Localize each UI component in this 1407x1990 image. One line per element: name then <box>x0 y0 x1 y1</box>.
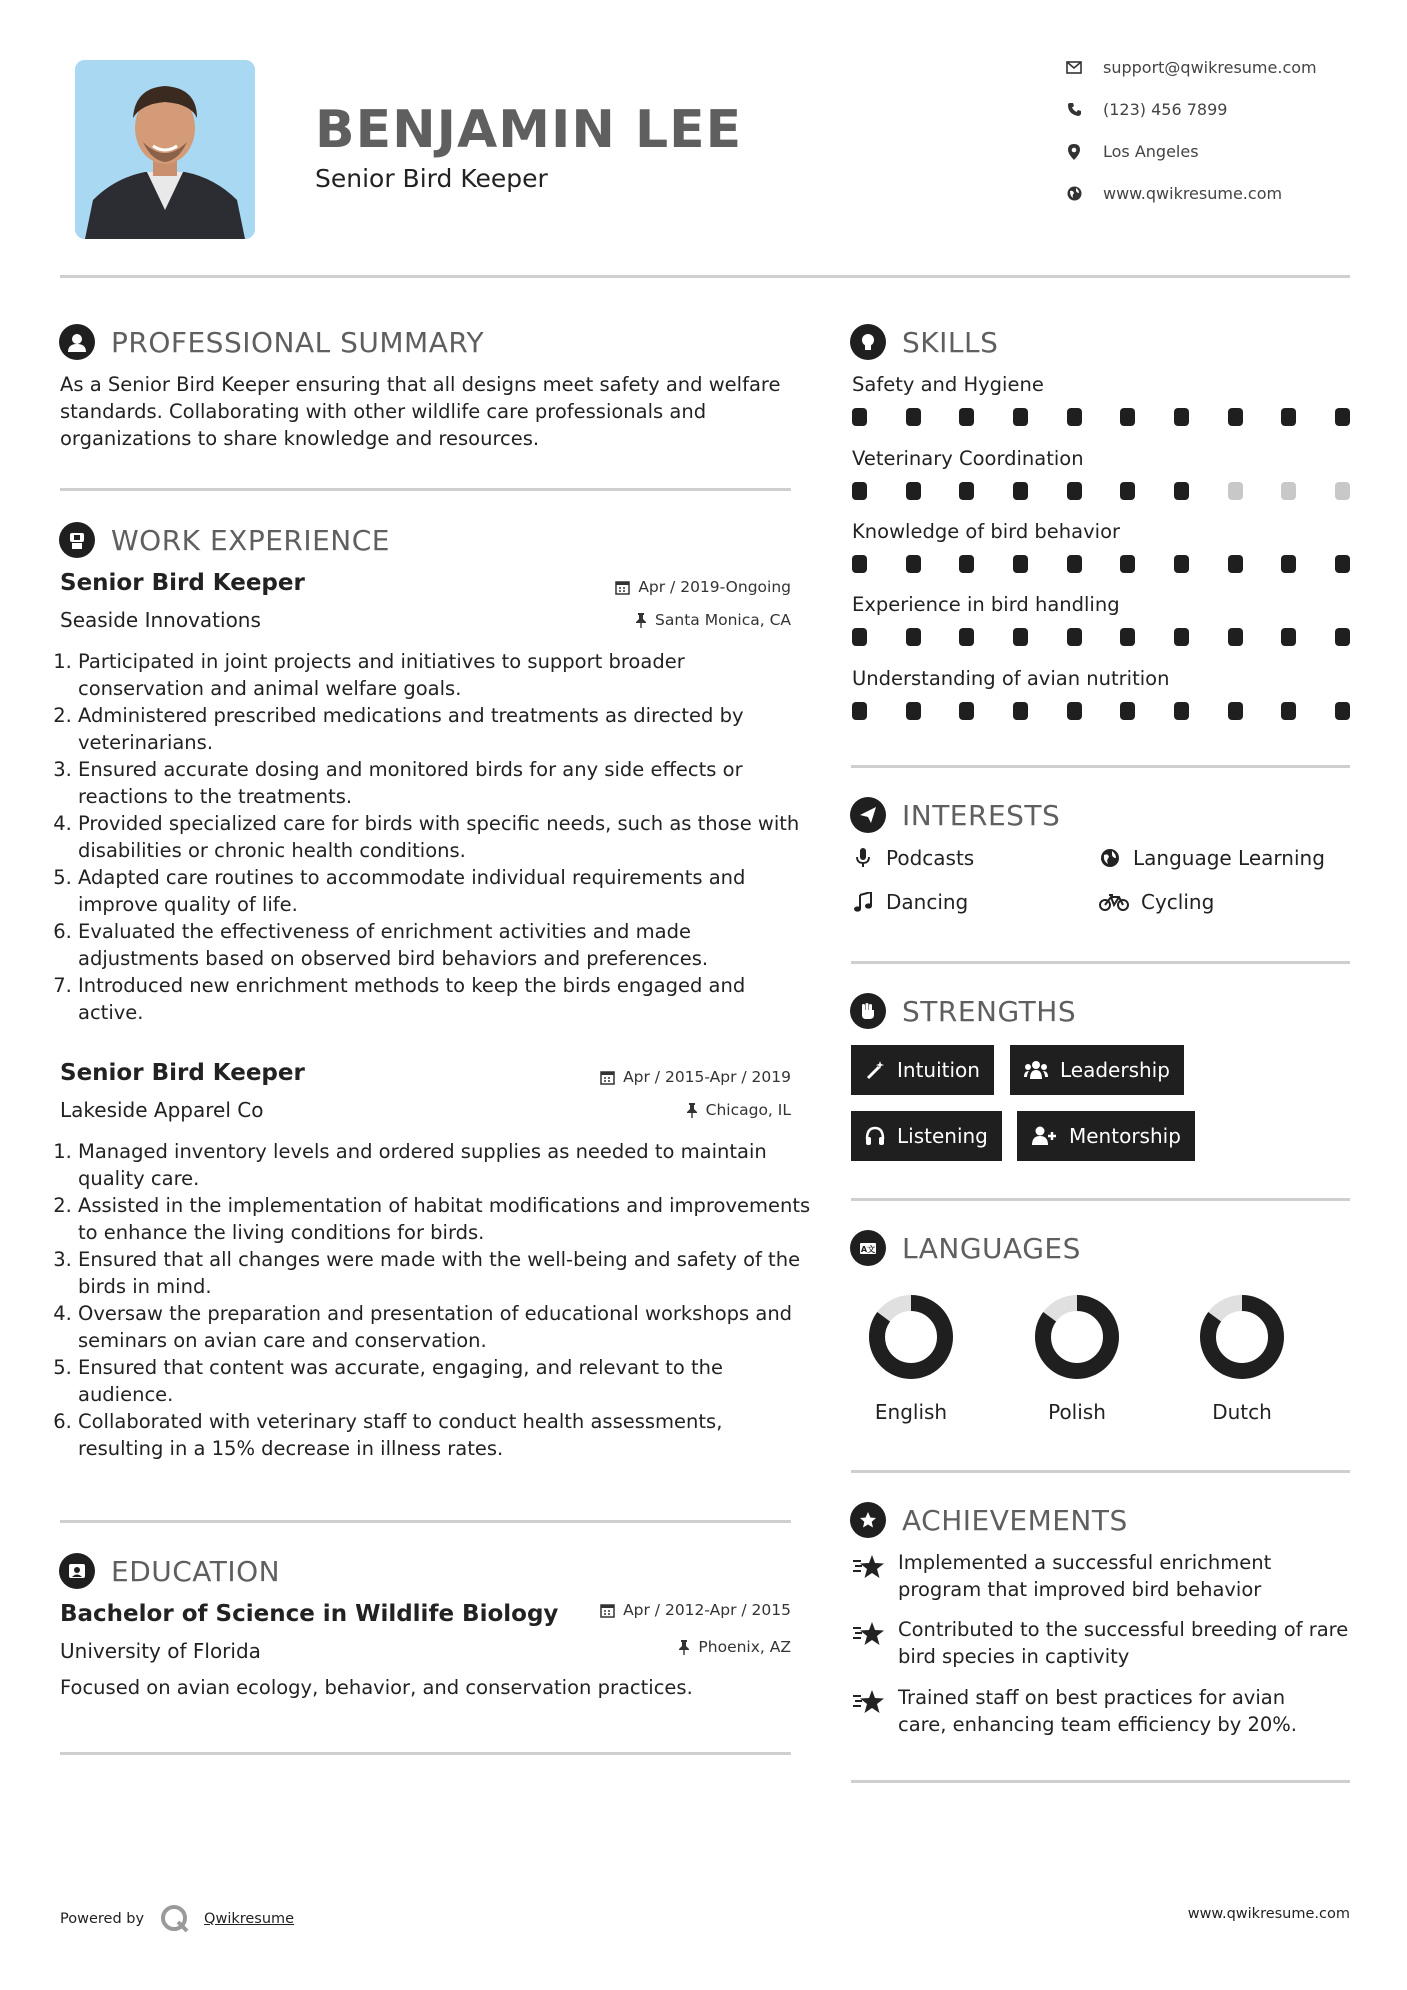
headphones-icon <box>865 1126 885 1146</box>
list-item: 6. Collaborated with veterinary staff to conduct health assessments, resulting in a 15% decrease in illness rates. <box>78 1408 813 1462</box>
skill-dot-filled <box>852 628 867 646</box>
education-location: Phoenix, AZ <box>678 1638 791 1656</box>
education-dates: Apr / 2012-Apr / 2015 <box>600 1601 791 1619</box>
globe-icon <box>1065 185 1083 203</box>
job-title: Senior Bird Keeper <box>60 1060 305 1086</box>
thumbtack-icon <box>635 613 647 628</box>
skill-dot-filled <box>1013 628 1028 646</box>
strength-chip: Mentorship <box>1017 1111 1195 1161</box>
calendar-icon <box>600 1603 615 1618</box>
calendar-icon <box>600 1070 615 1085</box>
skill-dot-filled <box>1335 408 1350 426</box>
strength-chip: Intuition <box>851 1045 994 1095</box>
header-divider <box>60 275 1350 278</box>
skills-heading: SKILLS <box>850 324 998 360</box>
skill-dot-filled <box>906 628 921 646</box>
job-dates: Apr / 2019-Ongoing <box>615 578 791 596</box>
strengths-divider <box>851 1198 1350 1201</box>
skill-dot-filled <box>1174 702 1189 720</box>
list-item: 5. Ensured that content was accurate, engaging, and relevant to the audience. <box>78 1354 813 1408</box>
interests-divider <box>851 961 1350 964</box>
achievements-divider <box>851 1780 1350 1783</box>
skill-dot-filled <box>1335 628 1350 646</box>
skill-dot-filled <box>1067 482 1082 500</box>
skill-rating <box>852 628 1350 646</box>
degree-title: Bachelor of Science in Wildlife Biology <box>60 1601 559 1627</box>
education-divider <box>60 1752 791 1755</box>
skill-dot-filled <box>1067 555 1082 573</box>
list-item: 4. Oversaw the preparation and presentation of educational workshops and seminars on avian care and conservation. <box>78 1300 813 1354</box>
language-donut <box>1199 1294 1285 1384</box>
footer-powered-by: Powered by Qwikresume <box>60 1904 294 1934</box>
interest-item: Dancing <box>852 890 968 914</box>
skill-dot-filled <box>1013 408 1028 426</box>
user-plus-icon <box>1031 1126 1057 1146</box>
strength-chip: Leadership <box>1010 1045 1184 1095</box>
achievement-item: Trained staff on best practices for avian care, enhancing team efficiency by 20%. <box>852 1684 1338 1738</box>
skill-dot-filled <box>959 482 974 500</box>
interest-item: Language Learning <box>1099 846 1325 870</box>
skill-dot-filled <box>1174 555 1189 573</box>
job-company: Lakeside Apparel Co <box>60 1098 264 1122</box>
skill-dot-filled <box>959 702 974 720</box>
skill-dot-filled <box>1067 702 1082 720</box>
star-badge-icon <box>850 1502 886 1538</box>
magic-wand-icon <box>865 1060 885 1080</box>
skill-dot-empty <box>1335 482 1350 500</box>
skill-dot-filled <box>1013 555 1028 573</box>
qwikresume-link[interactable]: Qwikresume <box>204 1911 295 1927</box>
skill-dot-filled <box>1067 628 1082 646</box>
education-heading: EDUCATION <box>59 1553 280 1589</box>
skill-rating <box>852 408 1350 426</box>
skill-dot-filled <box>1281 702 1296 720</box>
svg-text:A文: A文 <box>860 1245 876 1254</box>
skill-dot-filled <box>1228 408 1243 426</box>
school-name: University of Florida <box>60 1639 261 1663</box>
list-item: 1. Participated in joint projects and initiatives to support broader conservation and animal welfare goals. <box>78 648 813 702</box>
language-label: Dutch <box>1212 1400 1272 1424</box>
skill-dot-filled <box>906 408 921 426</box>
strengths-heading: STRENGTHS <box>850 993 1076 1029</box>
skill-dot-filled <box>1120 702 1135 720</box>
globe-icon <box>1099 847 1121 869</box>
candidate-role: Senior Bird Keeper <box>315 164 548 193</box>
list-item: 6. Evaluated the effectiveness of enrichment activities and made adjustments based on observed bird behaviors and preferences. <box>78 918 813 972</box>
skill-dot-filled <box>959 555 974 573</box>
interest-item: Cycling <box>1099 890 1214 914</box>
map-pin-icon <box>1065 143 1083 161</box>
skill-dot-filled <box>1174 482 1189 500</box>
list-item: 4. Provided specialized care for birds with specific needs, such as those with disabilities or chronic health conditions. <box>78 810 813 864</box>
interest-item: Podcasts <box>852 846 974 870</box>
skill-dot-filled <box>1174 628 1189 646</box>
skill-dot-filled <box>852 702 867 720</box>
achievement-item: Contributed to the successful breeding of rare bird species in captivity <box>852 1616 1358 1670</box>
skill-label: Experience in bird handling <box>852 593 1120 616</box>
interests-heading: INTERESTS <box>850 797 1060 833</box>
achievements-heading: ACHIEVEMENTS <box>850 1502 1128 1538</box>
job-company: Seaside Innovations <box>60 608 261 632</box>
skill-dot-filled <box>1067 408 1082 426</box>
contact-phone[interactable]: (123) 456 7899 <box>1065 100 1227 119</box>
skill-dot-filled <box>1120 408 1135 426</box>
microphone-icon <box>852 847 874 869</box>
skill-dot-filled <box>1281 555 1296 573</box>
contact-website[interactable]: www.qwikresume.com <box>1065 184 1282 203</box>
skill-dot-filled <box>1013 482 1028 500</box>
skill-label: Safety and Hygiene <box>852 373 1044 396</box>
skill-rating <box>852 702 1350 720</box>
list-item: 1. Managed inventory levels and ordered supplies as needed to maintain quality care. <box>78 1138 813 1192</box>
language-donut <box>1034 1294 1120 1384</box>
users-icon <box>1024 1060 1048 1080</box>
languages-heading: A文 LANGUAGES <box>850 1230 1081 1266</box>
skill-dot-filled <box>906 482 921 500</box>
skill-dot-filled <box>1120 482 1135 500</box>
profile-photo <box>75 60 255 239</box>
job-responsibilities <box>60 648 813 1026</box>
education-description: Focused on avian ecology, behavior, and conservation practices. <box>60 1676 693 1699</box>
skill-label: Understanding of avian nutrition <box>852 667 1170 690</box>
job-location: Santa Monica, CA <box>635 611 791 629</box>
briefcase-icon <box>59 522 95 558</box>
work-heading: WORK EXPERIENCE <box>59 522 390 558</box>
skill-dot-filled <box>1335 702 1350 720</box>
music-note-icon <box>852 891 874 913</box>
skill-rating <box>852 555 1350 573</box>
list-item: 3. Ensured that all changes were made with the well-being and safety of the birds in mind. <box>78 1246 813 1300</box>
skill-rating <box>852 482 1350 500</box>
job-title: Senior Bird Keeper <box>60 570 305 596</box>
lightbulb-icon <box>850 324 886 360</box>
job-location: Chicago, IL <box>686 1101 791 1119</box>
envelope-icon <box>1065 59 1083 77</box>
skill-dot-filled <box>906 555 921 573</box>
skill-label: Veterinary Coordination <box>852 447 1084 470</box>
skill-dot-filled <box>852 408 867 426</box>
skill-dot-filled <box>1228 555 1243 573</box>
achievement-item: Implemented a successful enrichment program that improved bird behavior <box>852 1549 1338 1603</box>
star-icon <box>852 1620 886 1650</box>
language-label: English <box>874 1400 948 1424</box>
summary-heading: PROFESSIONAL SUMMARY <box>59 324 484 360</box>
summary-text: As a Senior Bird Keeper ensuring that all designs meet safety and welfare standards. Collaborating with other wildlife care professionals and organizations to share knowledge and resources. <box>60 373 781 450</box>
skill-label: Knowledge of bird behavior <box>852 520 1121 543</box>
skill-dot-filled <box>1174 408 1189 426</box>
paper-plane-icon <box>850 797 886 833</box>
contact-location: Los Angeles <box>1065 142 1199 161</box>
candidate-name: BENJAMIN LEE <box>315 100 743 160</box>
star-icon <box>852 1553 886 1583</box>
list-item: 5. Adapted care routines to accommodate individual requirements and improve quality of life. <box>78 864 813 918</box>
list-item: 2. Administered prescribed medications and treatments as directed by veterinarians. <box>78 702 813 756</box>
bicycle-icon <box>1099 891 1129 913</box>
skill-dot-filled <box>1335 555 1350 573</box>
languages-divider <box>851 1470 1350 1473</box>
work-divider <box>60 1520 791 1523</box>
skill-dot-filled <box>906 702 921 720</box>
skill-dot-filled <box>1120 555 1135 573</box>
skill-dot-filled <box>1281 628 1296 646</box>
job-responsibilities <box>60 1138 813 1462</box>
summary-divider <box>60 488 791 491</box>
calendar-icon <box>615 580 630 595</box>
skill-dot-filled <box>1281 408 1296 426</box>
footer-website[interactable]: www.qwikresume.com <box>1187 1906 1350 1922</box>
contact-email[interactable]: support@qwikresume.com <box>1065 58 1317 77</box>
thumbtack-icon <box>678 1640 690 1655</box>
list-item: 7. Introduced new enrichment methods to keep the birds engaged and active. <box>78 972 813 1026</box>
job-dates: Apr / 2015-Apr / 2019 <box>600 1068 791 1086</box>
skill-dot-filled <box>852 482 867 500</box>
strength-chip: Listening <box>851 1111 1002 1161</box>
skill-dot-filled <box>959 408 974 426</box>
user-icon <box>59 324 95 360</box>
skill-dot-filled <box>1120 628 1135 646</box>
list-item: 2. Assisted in the implementation of habitat modifications and improvements to enhance the living conditions for birds. <box>78 1192 813 1246</box>
fist-icon <box>850 993 886 1029</box>
skill-dot-empty <box>1228 482 1243 500</box>
star-icon <box>852 1688 886 1718</box>
thumbtack-icon <box>686 1103 698 1118</box>
language-label: Polish <box>1048 1400 1106 1424</box>
language-donut <box>868 1294 954 1384</box>
list-item: 3. Ensured accurate dosing and monitored birds for any side effects or reactions to the treatments. <box>78 756 813 810</box>
language-icon <box>850 1230 886 1266</box>
skill-dot-filled <box>1013 702 1028 720</box>
skill-dot-empty <box>1281 482 1296 500</box>
skill-dot-filled <box>1228 628 1243 646</box>
qwikresume-logo-icon <box>160 1904 190 1934</box>
phone-icon <box>1065 101 1083 119</box>
skills-divider <box>851 765 1350 768</box>
skill-dot-filled <box>959 628 974 646</box>
skill-dot-filled <box>852 555 867 573</box>
graduation-icon <box>59 1553 95 1589</box>
skill-dot-filled <box>1228 702 1243 720</box>
